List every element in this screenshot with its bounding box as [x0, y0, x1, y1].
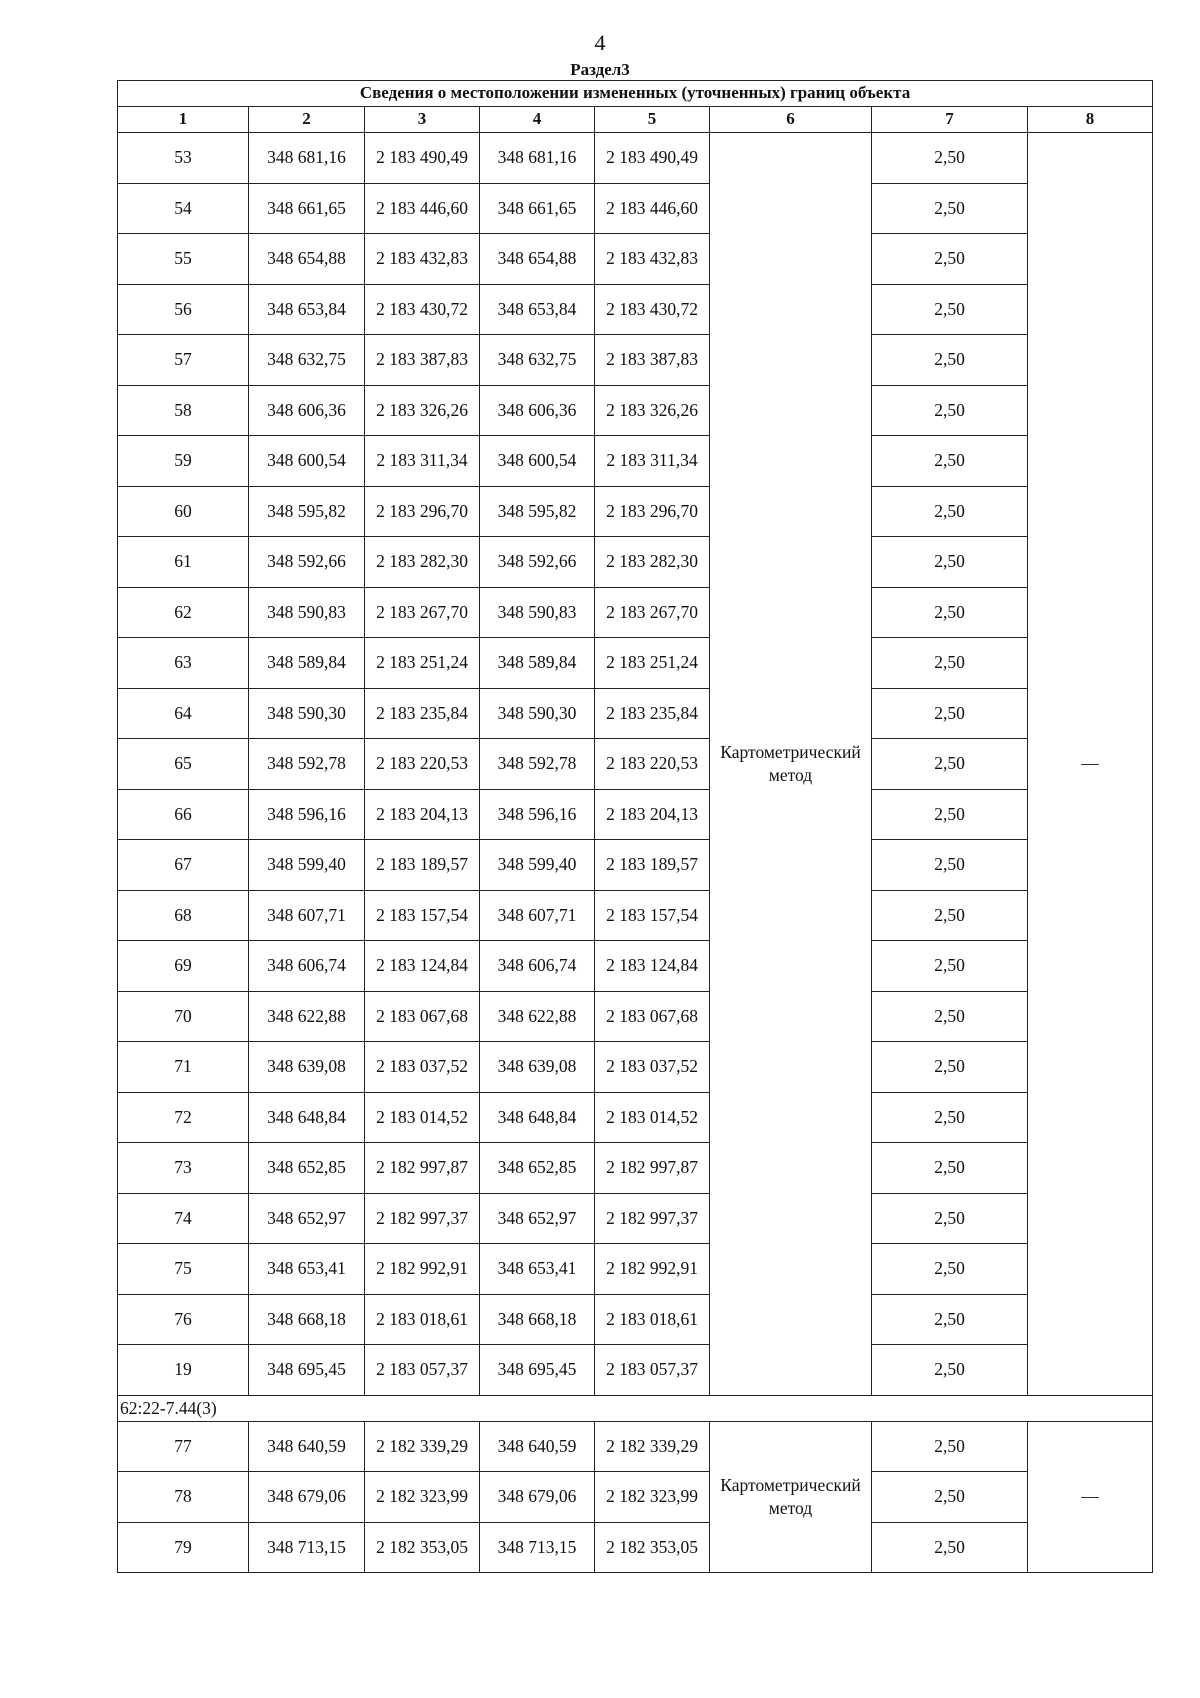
x-new-cell: 348 589,84 — [480, 638, 595, 689]
precision-cell: 2,50 — [872, 335, 1028, 386]
point-number-cell: 77 — [118, 1421, 249, 1472]
x-old-cell: 348 606,36 — [249, 385, 365, 436]
y-old-cell: 2 183 282,30 — [365, 537, 480, 588]
point-number-cell: 19 — [118, 1345, 249, 1396]
y-new-cell: 2 183 235,84 — [595, 688, 710, 739]
x-old-cell: 348 632,75 — [249, 335, 365, 386]
x-new-cell: 348 652,85 — [480, 1143, 595, 1194]
y-new-cell: 2 183 067,68 — [595, 991, 710, 1042]
group-label: 62:22-7.44(3) — [118, 1395, 1153, 1421]
page-number: 4 — [594, 30, 606, 55]
x-old-cell: 348 592,78 — [249, 739, 365, 790]
precision-cell: 2,50 — [872, 991, 1028, 1042]
y-old-cell: 2 183 326,26 — [365, 385, 480, 436]
point-number-cell: 65 — [118, 739, 249, 790]
x-new-cell: 348 679,06 — [480, 1472, 595, 1523]
point-number-cell: 54 — [118, 183, 249, 234]
precision-cell: 2,50 — [872, 1421, 1028, 1472]
y-old-cell: 2 183 296,70 — [365, 486, 480, 537]
precision-cell: 2,50 — [872, 1143, 1028, 1194]
table-row — [118, 385, 1153, 436]
x-old-cell: 348 606,74 — [249, 941, 365, 992]
y-old-cell: 2 183 124,84 — [365, 941, 480, 992]
x-new-cell: 348 654,88 — [480, 234, 595, 285]
y-old-cell: 2 183 235,84 — [365, 688, 480, 739]
x-old-cell: 348 639,08 — [249, 1042, 365, 1093]
precision-cell: 2,50 — [872, 1472, 1028, 1523]
point-number-cell: 78 — [118, 1472, 249, 1523]
y-old-cell: 2 183 189,57 — [365, 840, 480, 891]
table-row — [118, 739, 1153, 790]
y-old-cell: 2 183 267,70 — [365, 587, 480, 638]
y-new-cell: 2 183 326,26 — [595, 385, 710, 436]
point-number-cell: 61 — [118, 537, 249, 588]
x-old-cell: 348 600,54 — [249, 436, 365, 487]
point-number-cell: 67 — [118, 840, 249, 891]
column-number: 5 — [595, 107, 710, 133]
x-old-cell: 348 599,40 — [249, 840, 365, 891]
table-row — [118, 183, 1153, 234]
x-old-cell: 348 661,65 — [249, 183, 365, 234]
y-new-cell: 2 182 997,37 — [595, 1193, 710, 1244]
y-new-cell: 2 183 296,70 — [595, 486, 710, 537]
x-old-cell: 348 596,16 — [249, 789, 365, 840]
x-new-cell: 348 596,16 — [480, 789, 595, 840]
x-new-cell: 348 590,30 — [480, 688, 595, 739]
precision-cell: 2,50 — [872, 1522, 1028, 1573]
y-new-cell: 2 183 037,52 — [595, 1042, 710, 1093]
point-number-cell: 66 — [118, 789, 249, 840]
point-number-cell: 74 — [118, 1193, 249, 1244]
x-new-cell: 348 600,54 — [480, 436, 595, 487]
x-old-cell: 348 695,45 — [249, 1345, 365, 1396]
column-number: 4 — [480, 107, 595, 133]
point-number-cell: 63 — [118, 638, 249, 689]
x-new-cell: 348 661,65 — [480, 183, 595, 234]
precision-cell: 2,50 — [872, 587, 1028, 638]
table-row — [118, 537, 1153, 588]
precision-cell: 2,50 — [872, 890, 1028, 941]
table-row — [118, 1472, 1153, 1523]
x-old-cell: 348 652,85 — [249, 1143, 365, 1194]
table-row — [118, 688, 1153, 739]
table-row — [118, 1421, 1153, 1472]
y-old-cell: 2 182 353,05 — [365, 1522, 480, 1573]
x-new-cell: 348 640,59 — [480, 1421, 595, 1472]
point-number-cell: 62 — [118, 587, 249, 638]
precision-cell: 2,50 — [872, 789, 1028, 840]
y-new-cell: 2 183 220,53 — [595, 739, 710, 790]
x-new-cell: 348 595,82 — [480, 486, 595, 537]
x-new-cell: 348 606,36 — [480, 385, 595, 436]
table-row — [118, 1092, 1153, 1143]
y-old-cell: 2 183 446,60 — [365, 183, 480, 234]
table-caption-row — [118, 81, 1153, 107]
table-row — [118, 284, 1153, 335]
x-old-cell: 348 648,84 — [249, 1092, 365, 1143]
table-row — [118, 1345, 1153, 1396]
y-new-cell: 2 183 311,34 — [595, 436, 710, 487]
table-row — [118, 638, 1153, 689]
x-new-cell: 348 713,15 — [480, 1522, 595, 1573]
column-number: 2 — [249, 107, 365, 133]
x-old-cell: 348 713,15 — [249, 1522, 365, 1573]
table-row — [118, 133, 1153, 184]
point-number-cell: 73 — [118, 1143, 249, 1194]
y-new-cell: 2 183 204,13 — [595, 789, 710, 840]
table-row — [118, 234, 1153, 285]
point-number-cell: 71 — [118, 1042, 249, 1093]
precision-cell: 2,50 — [872, 436, 1028, 487]
column-number: 3 — [365, 107, 480, 133]
point-number-cell: 55 — [118, 234, 249, 285]
y-old-cell: 2 183 387,83 — [365, 335, 480, 386]
point-number-cell: 70 — [118, 991, 249, 1042]
x-old-cell: 348 607,71 — [249, 890, 365, 941]
section-title: Раздел3 — [570, 60, 630, 79]
y-new-cell: 2 183 446,60 — [595, 183, 710, 234]
precision-cell: 2,50 — [872, 1193, 1028, 1244]
precision-cell: 2,50 — [872, 941, 1028, 992]
y-new-cell: 2 183 267,70 — [595, 587, 710, 638]
precision-cell: 2,50 — [872, 385, 1028, 436]
table-row — [118, 991, 1153, 1042]
x-old-cell: 348 622,88 — [249, 991, 365, 1042]
x-new-cell: 348 648,84 — [480, 1092, 595, 1143]
table-row — [118, 486, 1153, 537]
table-row — [118, 1244, 1153, 1295]
y-new-cell: 2 183 430,72 — [595, 284, 710, 335]
table-row — [118, 1042, 1153, 1093]
table-body — [118, 81, 1153, 1573]
table-row — [118, 941, 1153, 992]
precision-cell: 2,50 — [872, 638, 1028, 689]
x-new-cell: 348 622,88 — [480, 991, 595, 1042]
point-number-cell: 57 — [118, 335, 249, 386]
y-old-cell: 2 183 204,13 — [365, 789, 480, 840]
column-number: 8 — [1028, 107, 1153, 133]
column-number: 1 — [118, 107, 249, 133]
table-row — [118, 1522, 1153, 1573]
point-number-cell: 53 — [118, 133, 249, 184]
column-8-cell: — — [1028, 1421, 1153, 1573]
point-number-cell: 79 — [118, 1522, 249, 1573]
point-number-cell: 69 — [118, 941, 249, 992]
x-new-cell: 348 592,66 — [480, 537, 595, 588]
table-row — [118, 1193, 1153, 1244]
table-row — [118, 436, 1153, 487]
precision-cell: 2,50 — [872, 688, 1028, 739]
y-old-cell: 2 183 220,53 — [365, 739, 480, 790]
y-old-cell: 2 183 014,52 — [365, 1092, 480, 1143]
y-old-cell: 2 182 339,29 — [365, 1421, 480, 1472]
y-new-cell: 2 183 251,24 — [595, 638, 710, 689]
precision-cell: 2,50 — [872, 840, 1028, 891]
precision-cell: 2,50 — [872, 1092, 1028, 1143]
method-cell: Картометрический метод — [710, 1421, 872, 1573]
column-8-cell: — — [1028, 133, 1153, 1396]
y-old-cell: 2 183 057,37 — [365, 1345, 480, 1396]
point-number-cell: 75 — [118, 1244, 249, 1295]
y-old-cell: 2 183 018,61 — [365, 1294, 480, 1345]
precision-cell: 2,50 — [872, 486, 1028, 537]
x-new-cell: 348 653,84 — [480, 284, 595, 335]
column-number: 7 — [872, 107, 1028, 133]
x-old-cell: 348 589,84 — [249, 638, 365, 689]
y-new-cell: 2 182 992,91 — [595, 1244, 710, 1295]
table-row — [118, 1143, 1153, 1194]
y-old-cell: 2 183 157,54 — [365, 890, 480, 941]
x-new-cell: 348 695,45 — [480, 1345, 595, 1396]
y-new-cell: 2 183 432,83 — [595, 234, 710, 285]
y-new-cell: 2 182 323,99 — [595, 1472, 710, 1523]
x-old-cell: 348 681,16 — [249, 133, 365, 184]
x-new-cell: 348 590,83 — [480, 587, 595, 638]
table-row — [118, 840, 1153, 891]
y-new-cell: 2 183 282,30 — [595, 537, 710, 588]
x-old-cell: 348 590,30 — [249, 688, 365, 739]
x-new-cell: 348 632,75 — [480, 335, 595, 386]
y-new-cell: 2 182 997,87 — [595, 1143, 710, 1194]
y-new-cell: 2 182 339,29 — [595, 1421, 710, 1472]
y-old-cell: 2 182 997,87 — [365, 1143, 480, 1194]
y-old-cell: 2 183 311,34 — [365, 436, 480, 487]
table-row — [118, 587, 1153, 638]
precision-cell: 2,50 — [872, 183, 1028, 234]
y-new-cell: 2 183 189,57 — [595, 840, 710, 891]
x-new-cell: 348 606,74 — [480, 941, 595, 992]
precision-cell: 2,50 — [872, 234, 1028, 285]
point-number-cell: 76 — [118, 1294, 249, 1345]
precision-cell: 2,50 — [872, 1244, 1028, 1295]
x-new-cell: 348 599,40 — [480, 840, 595, 891]
table-row — [118, 890, 1153, 941]
x-old-cell: 348 640,59 — [249, 1421, 365, 1472]
y-new-cell: 2 183 014,52 — [595, 1092, 710, 1143]
point-number-cell: 56 — [118, 284, 249, 335]
table-row — [118, 335, 1153, 386]
precision-cell: 2,50 — [872, 739, 1028, 790]
point-number-cell: 60 — [118, 486, 249, 537]
y-old-cell: 2 182 992,91 — [365, 1244, 480, 1295]
y-new-cell: 2 182 353,05 — [595, 1522, 710, 1573]
precision-cell: 2,50 — [872, 284, 1028, 335]
y-new-cell: 2 183 157,54 — [595, 890, 710, 941]
x-new-cell: 348 639,08 — [480, 1042, 595, 1093]
column-number: 6 — [710, 107, 872, 133]
precision-cell: 2,50 — [872, 1294, 1028, 1345]
boundary-coordinates-table — [117, 80, 1153, 1573]
y-old-cell: 2 183 490,49 — [365, 133, 480, 184]
table-row — [118, 1294, 1153, 1345]
y-old-cell: 2 183 037,52 — [365, 1042, 480, 1093]
point-number-cell: 64 — [118, 688, 249, 739]
table-caption: Сведения о местоположении измененных (уточненных) границ объекта — [118, 81, 1153, 107]
x-old-cell: 348 668,18 — [249, 1294, 365, 1345]
precision-cell: 2,50 — [872, 537, 1028, 588]
method-cell: Картометрический метод — [710, 133, 872, 1396]
x-new-cell: 348 681,16 — [480, 133, 595, 184]
y-old-cell: 2 183 067,68 — [365, 991, 480, 1042]
y-old-cell: 2 182 997,37 — [365, 1193, 480, 1244]
group-label-row — [118, 1395, 1153, 1421]
x-new-cell: 348 652,97 — [480, 1193, 595, 1244]
x-old-cell: 348 654,88 — [249, 234, 365, 285]
point-number-cell: 72 — [118, 1092, 249, 1143]
point-number-cell: 59 — [118, 436, 249, 487]
y-new-cell: 2 183 124,84 — [595, 941, 710, 992]
precision-cell: 2,50 — [872, 1345, 1028, 1396]
precision-cell: 2,50 — [872, 1042, 1028, 1093]
y-old-cell: 2 183 251,24 — [365, 638, 480, 689]
x-old-cell: 348 679,06 — [249, 1472, 365, 1523]
x-new-cell: 348 592,78 — [480, 739, 595, 790]
point-number-cell: 68 — [118, 890, 249, 941]
x-old-cell: 348 652,97 — [249, 1193, 365, 1244]
x-old-cell: 348 590,83 — [249, 587, 365, 638]
x-new-cell: 348 668,18 — [480, 1294, 595, 1345]
y-old-cell: 2 183 432,83 — [365, 234, 480, 285]
x-old-cell: 348 653,41 — [249, 1244, 365, 1295]
y-old-cell: 2 183 430,72 — [365, 284, 480, 335]
x-old-cell: 348 653,84 — [249, 284, 365, 335]
column-number-row — [118, 107, 1153, 133]
precision-cell: 2,50 — [872, 133, 1028, 184]
y-new-cell: 2 183 490,49 — [595, 133, 710, 184]
y-old-cell: 2 182 323,99 — [365, 1472, 480, 1523]
x-old-cell: 348 592,66 — [249, 537, 365, 588]
y-new-cell: 2 183 057,37 — [595, 1345, 710, 1396]
x-new-cell: 348 653,41 — [480, 1244, 595, 1295]
x-old-cell: 348 595,82 — [249, 486, 365, 537]
table-row — [118, 789, 1153, 840]
x-new-cell: 348 607,71 — [480, 890, 595, 941]
y-new-cell: 2 183 387,83 — [595, 335, 710, 386]
y-new-cell: 2 183 018,61 — [595, 1294, 710, 1345]
point-number-cell: 58 — [118, 385, 249, 436]
